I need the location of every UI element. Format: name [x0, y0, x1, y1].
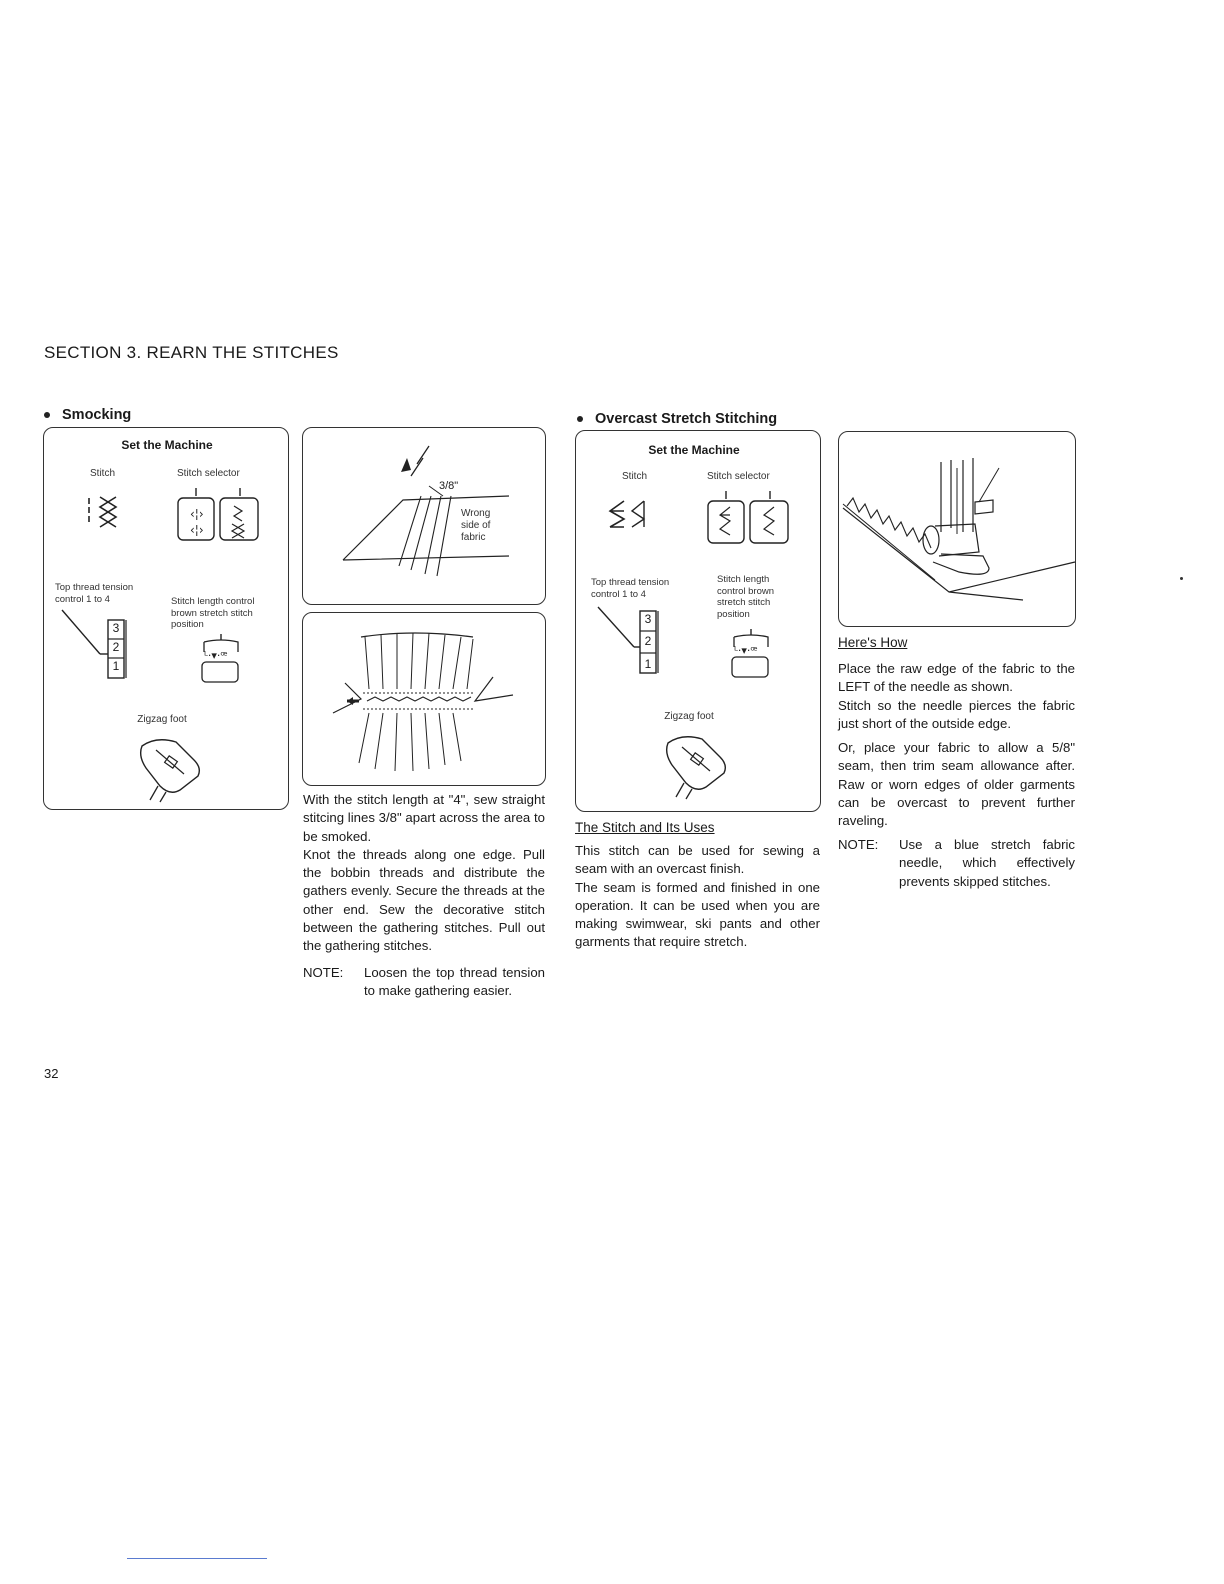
stitch-selector-icon	[176, 486, 260, 544]
stitch-selector-icon	[706, 489, 790, 547]
smocking-stitch-icon	[86, 494, 126, 528]
uses-heading: The Stitch and Its Uses	[575, 820, 715, 835]
bullet-icon	[577, 416, 583, 422]
dial-number-2: 2	[644, 634, 652, 648]
tension-label: Top thread tension control 1 to 4	[591, 577, 670, 600]
svg-text:ᴸ·▾·ꟹ: ᴸ·▾·ꟹ	[204, 649, 228, 662]
how-body	[838, 660, 1075, 831]
section-title: SECTION 3. REARN THE STITCHES	[44, 343, 339, 362]
measure-label: 3/8"	[439, 480, 459, 492]
svg-text:‹¦›: ‹¦›	[190, 507, 204, 521]
overcast-figure	[838, 431, 1076, 627]
zigzag-foot-label: Zigzag foot	[137, 714, 187, 725]
overcast-heading-text: Overcast Stretch Stitching	[595, 411, 778, 427]
overcast-note	[838, 836, 1075, 896]
svg-text:‹¦›: ‹¦›	[190, 523, 204, 537]
dial-number-3: 3	[644, 612, 652, 626]
overcast-heading	[577, 411, 777, 427]
stitch-label: Stitch	[622, 471, 648, 482]
smocking-paragraph-2: Knot the threads along one edge. Pull the bobbin threads and distribute the gathers evenly. Secure the threads at the other end. Sew the decorative stitch between the gathering stitches. Pull out the gathering stitches.	[303, 846, 545, 954]
dial-number-1: 1	[644, 657, 652, 671]
stitch-selector-label: Stitch selector	[707, 471, 770, 482]
smocking-figure-result	[302, 612, 546, 786]
smocked-fabric-illustration	[303, 613, 547, 787]
set-machine-title: Set the Machine	[121, 438, 213, 452]
smocking-note	[303, 964, 545, 1024]
overcast-settings-panel	[575, 430, 821, 812]
length-label: Stitch length control brown stretch stitch position	[171, 596, 255, 630]
dial-number-1: 1	[112, 659, 120, 673]
how-paragraph-2: Stitch so the needle pierces the fabric just short of the outside edge.	[838, 697, 1075, 731]
set-machine-title: Set the Machine	[648, 443, 740, 457]
note-key: NOTE:	[838, 837, 879, 852]
dial-number-2: 2	[112, 640, 120, 654]
how-paragraph-1: Place the raw edge of the fabric to the LEFT of the needle as shown.	[838, 661, 1075, 695]
svg-text:ᴸ·▾·ꟹ: ᴸ·▾·ꟹ	[734, 644, 758, 657]
length-label: Stitch length control brown stretch stitch position	[717, 574, 775, 620]
bullet-icon	[44, 412, 50, 418]
overcast-stitch-icon	[606, 497, 666, 531]
zigzag-foot-icon	[662, 731, 732, 801]
smocking-heading-text: Smocking	[62, 407, 132, 423]
stitch-length-knob-icon	[196, 634, 246, 686]
uses-paragraph-1: This stitch can be used for sewing a seam with an overcast finish.	[575, 843, 820, 877]
smocking-settings-panel	[43, 427, 289, 810]
bottom-rule	[127, 1558, 267, 1559]
smocking-heading	[44, 407, 131, 423]
tension-label: Top thread tension control 1 to 4	[55, 582, 134, 605]
stitch-selector-label: Stitch selector	[177, 468, 240, 479]
uses-paragraph-2: The seam is formed and finished in one operation. It can be used when you are making swimwear, ski pants and other garments that require stretch.	[575, 879, 820, 950]
zigzag-foot-label: Zigzag foot	[664, 711, 714, 722]
note-key: NOTE:	[303, 965, 344, 980]
uses-body	[575, 842, 820, 952]
note-value: Use a blue stretch fabric needle, which effectively prevents skipped stitches.	[899, 837, 1075, 889]
stray-mark	[1180, 577, 1183, 580]
how-paragraph-3: Or, place your fabric to allow a 5/8" seam, then trim seam allowance after. Raw or worn edges of older garments can be overcast to prevent further raveling.	[838, 740, 1075, 829]
dial-number-3: 3	[112, 621, 120, 635]
note-value: Loosen the top thread tension to make gathering easier.	[364, 965, 545, 999]
smocking-paragraph-1: With the stitch length at "4", sew straight stitcing lines 3/8" apart across the area to be smoked.	[303, 792, 545, 844]
zigzag-foot-icon	[136, 734, 206, 804]
stitch-length-knob-icon	[726, 629, 776, 681]
presser-foot-illustration	[839, 432, 1077, 628]
wrong-side-label: Wrong side of fabric	[461, 508, 491, 543]
smocking-instructions	[303, 791, 545, 956]
how-heading: Here's How	[838, 635, 908, 650]
stitch-label: Stitch	[90, 468, 116, 479]
smocking-figure-gathering	[302, 427, 546, 605]
page-number: 32	[44, 1066, 59, 1081]
